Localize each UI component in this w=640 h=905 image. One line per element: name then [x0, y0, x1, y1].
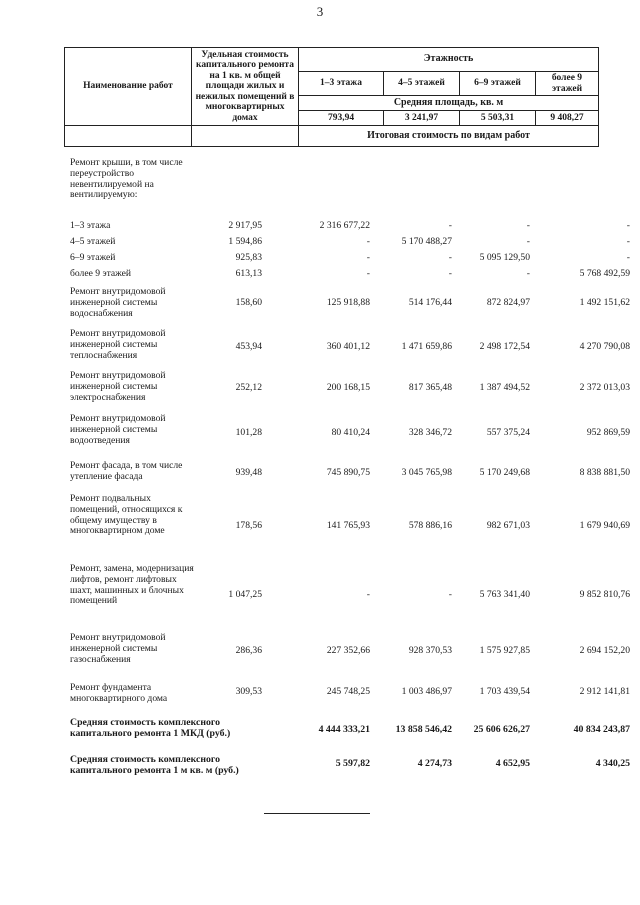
total-name: Средняя стоимость комплексного капитального ремонта 1 м кв. м (руб.): [70, 754, 239, 776]
row-name: 1–3 этажа: [70, 220, 111, 231]
footer-divider: [264, 813, 370, 814]
header-floors-title: Этажность: [299, 48, 599, 72]
row-value-1: -: [366, 268, 370, 279]
total-value-1: 5 597,82: [335, 758, 370, 769]
header-floor-2: 4–5 этажей: [384, 72, 460, 96]
row-unit-cost: 286,36: [235, 645, 262, 656]
header-floor-1: 1–3 этажа: [299, 72, 384, 96]
row-value-2: 328 346,72: [408, 427, 452, 438]
row-value-4: 2 372 013,03: [579, 382, 630, 393]
header-avg-area-2: 3 241,97: [384, 111, 460, 126]
row-value-3: 1 703 439,54: [479, 686, 530, 697]
row-name: Ремонт фасада, в том числе утепление фасада: [70, 460, 183, 482]
row-value-3: 982 671,03: [486, 520, 530, 531]
row-value-4: 9 852 810,76: [579, 589, 630, 600]
page-number: 3: [316, 4, 324, 19]
header-avg-area-1: 793,94: [299, 111, 384, 126]
row-value-1: 245 748,25: [326, 686, 370, 697]
row-value-3: 5 170 249,68: [479, 467, 530, 478]
row-name: 4–5 этажей: [70, 236, 116, 247]
row-value-4: -: [626, 220, 630, 231]
row-value-2: 3 045 765,98: [401, 467, 452, 478]
total-value-3: 4 652,95: [495, 758, 530, 769]
header-work-name: Наименование работ: [65, 48, 192, 126]
row-value-3: 5 095 129,50: [479, 252, 530, 263]
row-value-4: 2 694 152,20: [579, 645, 630, 656]
row-value-3: 557 375,24: [486, 427, 530, 438]
row-unit-cost: 613,13: [235, 268, 262, 279]
row-value-2: -: [448, 589, 452, 600]
row-name: Ремонт внутридомовой инженерной системы водоснабжения: [70, 286, 166, 319]
total-value-2: 13 858 546,42: [395, 724, 452, 735]
row-value-4: 952 869,59: [586, 427, 630, 438]
header-avg-area-title: Средняя площадь, кв. м: [299, 96, 599, 111]
total-value-1: 4 444 333,21: [318, 724, 370, 735]
row-value-3: 5 763 341,40: [479, 589, 530, 600]
total-value-4: 40 834 243,87: [573, 724, 630, 735]
row-unit-cost: 1 047,25: [228, 589, 262, 600]
row-value-2: -: [448, 220, 452, 231]
header-avg-area-3: 5 503,31: [460, 111, 536, 126]
row-value-4: 2 912 141,81: [579, 686, 630, 697]
row-unit-cost: 453,94: [235, 341, 262, 352]
row-unit-cost: 2 917,95: [228, 220, 262, 231]
row-value-3: -: [526, 268, 530, 279]
row-value-1: 2 316 677,22: [319, 220, 370, 231]
row-value-2: 578 886,16: [408, 520, 452, 531]
row-name: Ремонт, замена, модернизация лифтов, ремонт лифтовых шахт, машинных и блочных помещений: [70, 563, 194, 607]
total-value-4: 4 340,25: [595, 758, 630, 769]
row-value-2: 514 176,44: [408, 297, 452, 308]
row-name: Ремонт внутридомовой инженерной системы теплоснабжения: [70, 328, 166, 361]
row-name: Ремонт фундамента многоквартирного дома: [70, 682, 168, 704]
row-value-1: -: [366, 589, 370, 600]
row-value-2: 1 003 486,97: [401, 686, 452, 697]
total-value-3: 25 606 626,27: [473, 724, 530, 735]
row-value-1: 200 168,15: [326, 382, 370, 393]
row-unit-cost: 178,56: [235, 520, 262, 531]
row-value-2: 5 170 488,27: [401, 236, 452, 247]
row-value-1: 80 410,24: [331, 427, 370, 438]
row-value-2: 928 370,53: [408, 645, 452, 656]
row-unit-cost: 939,48: [235, 467, 262, 478]
row-value-1: 745 890,75: [326, 467, 370, 478]
row-value-4: 1 679 940,69: [579, 520, 630, 531]
row-unit-cost: 925,83: [235, 252, 262, 263]
row-value-2: 817 365,48: [408, 382, 452, 393]
header-total-title: Итоговая стоимость по видам работ: [299, 126, 599, 147]
row-unit-cost: 101,28: [235, 427, 262, 438]
row-value-3: -: [526, 220, 530, 231]
row-name: Ремонт подвальных помещений, относящихся к общему имуществу в многоквартирном доме: [70, 493, 183, 537]
row-unit-cost: 158,60: [235, 297, 262, 308]
total-value-2: 4 274,73: [417, 758, 452, 769]
row-unit-cost: 252,12: [235, 382, 262, 393]
row-value-4: 5 768 492,59: [579, 268, 630, 279]
row-name: Ремонт внутридомовой инженерной системы газоснабжения: [70, 632, 166, 665]
row-name: Ремонт внутридомовой инженерной системы электроснабжения: [70, 370, 166, 403]
header-floor-4: более 9 этажей: [536, 72, 599, 96]
row-value-1: 360 401,12: [326, 341, 370, 352]
row-value-1: 125 918,88: [326, 297, 370, 308]
row-value-4: 8 838 881,50: [579, 467, 630, 478]
row-value-3: 2 498 172,54: [479, 341, 530, 352]
row-name: Ремонт крыши, в том числе переустройство невентилируемой на вентилируемую:: [70, 157, 183, 201]
row-value-1: 227 352,66: [326, 645, 370, 656]
row-value-3: -: [526, 236, 530, 247]
row-value-4: 4 270 790,08: [579, 341, 630, 352]
row-value-2: -: [448, 252, 452, 263]
header-floor-3: 6–9 этажей: [460, 72, 536, 96]
row-value-3: 872 824,97: [486, 297, 530, 308]
row-value-1: 141 765,93: [326, 520, 370, 531]
row-value-3: 1 575 927,85: [479, 645, 530, 656]
row-name: более 9 этажей: [70, 268, 132, 279]
header-avg-area-4: 9 408,27: [536, 111, 599, 126]
row-value-2: 1 471 659,86: [401, 341, 452, 352]
total-name: Средняя стоимость комплексного капитального ремонта 1 МКД (руб.): [70, 717, 231, 739]
row-value-4: -: [626, 236, 630, 247]
row-name: Ремонт внутридомовой инженерной системы водоотведения: [70, 413, 166, 446]
row-value-3: 1 387 494,52: [479, 382, 530, 393]
row-name: 6–9 этажей: [70, 252, 116, 263]
header-unit-cost: Удельная стоимость капитального ремонта на 1 кв. м общей площади жилых и нежилых помещений в многоквартирных домах: [192, 48, 299, 126]
row-unit-cost: 309,53: [235, 686, 262, 697]
row-value-1: -: [366, 236, 370, 247]
row-unit-cost: 1 594,86: [228, 236, 262, 247]
row-value-4: 1 492 151,62: [579, 297, 630, 308]
row-value-4: -: [626, 252, 630, 263]
row-value-1: -: [366, 252, 370, 263]
row-value-2: -: [448, 268, 452, 279]
